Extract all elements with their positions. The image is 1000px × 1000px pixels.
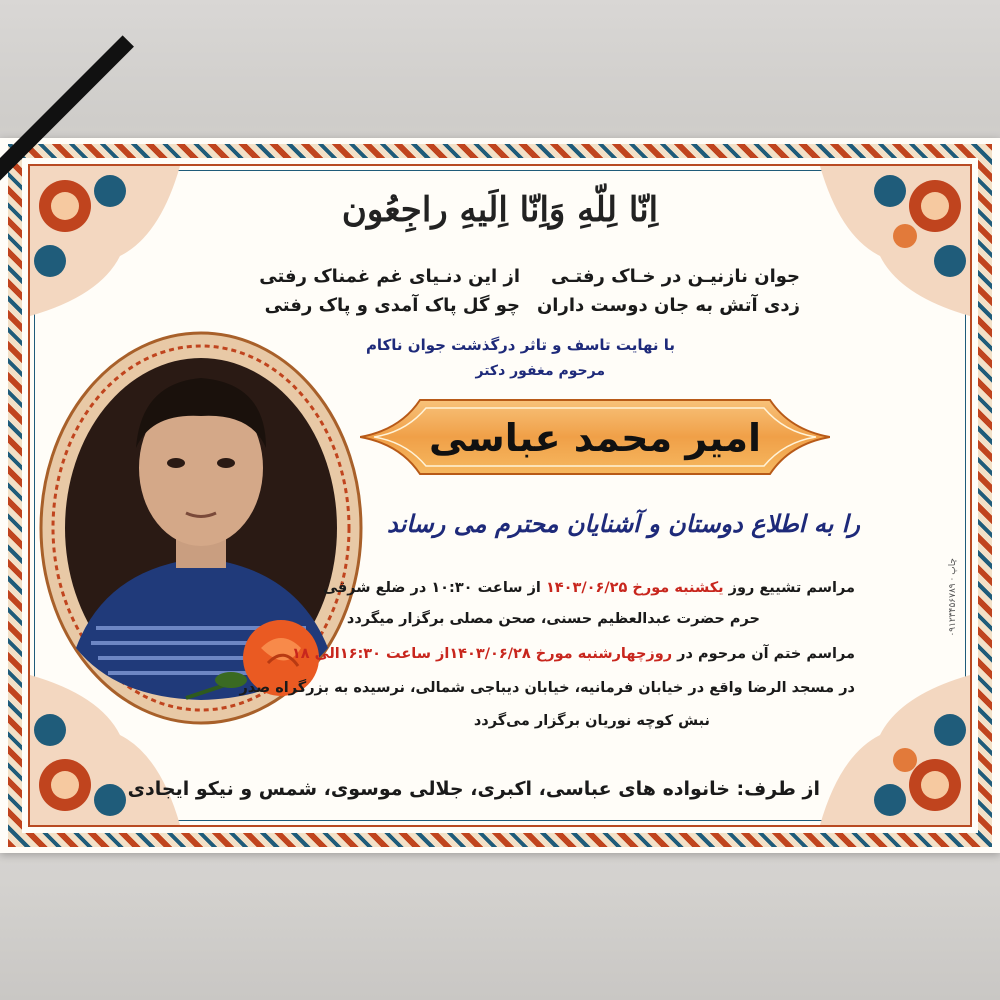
printer-note: ۰۹۱۲۳۴۵۶۷۸۹ · چاپ <box>948 558 958 637</box>
intro-line-1: با نهایت تاسف و تاثر درگذشت جوان ناکام <box>365 336 675 354</box>
funeral-line-1: مراسم تشییع روز یکشنبه مورخ ۱۴۰۳/۰۶/۲۵ از ساعت ۱۰:۳۰ در ضلع شرقی <box>323 580 855 596</box>
obituary-card <box>0 138 1000 853</box>
memorial-line-1: مراسم ختم آن مرحوم در روزچهارشنبه مورخ ۱۴۰۳/۰۶/۲۸از ساعت ۱۶:۳۰الی ۱۸ <box>291 646 855 662</box>
family-signature: از طرف: خانواده های عباسی، اکبری، جلالی موسوی، شمس و نیکو ایجادی <box>127 778 820 800</box>
intro-line-2: مرحوم مغفور دکتر <box>475 363 605 379</box>
floral-corner-ornament-icon <box>820 675 970 825</box>
deceased-name: امیر محمد عباسی <box>428 416 762 460</box>
poem-line-left-2: چو گل پاک آمدی و پاک رفتی <box>264 295 520 316</box>
floral-corner-ornament-icon <box>820 166 970 316</box>
announcement-line: را به اطلاع دوستان و آشنایان محترم می رساند <box>386 510 860 538</box>
poem-line-left-1: از این دنـیای غم غمناک رفتی <box>259 266 520 287</box>
portrait-photo <box>36 328 366 728</box>
memorial-line-2: در مسجد الرضا واقع در خیابان فرمانیه، خیابان دیباجی شمالی، نرسیده به بزرگراه صدر <box>239 680 855 696</box>
poem-line-right-2: زدی آتش به جان دوست داران <box>536 295 800 316</box>
funeral-line-2: حرم حضرت عبدالعظیم حسنی، صحن مصلی برگزار میگردد <box>346 611 760 627</box>
header-calligraphy: اِنّا لِلّهِ وَاِنّا اِلَیهِ راجِعُون <box>341 190 659 230</box>
poem-line-right-1: جوان نازنیـن در خـاک رفتـی <box>551 266 800 287</box>
memorial-line-3: نبش کوچه نوریان برگزار می‌گردد <box>473 713 710 729</box>
floral-corner-ornament-icon <box>30 166 180 316</box>
